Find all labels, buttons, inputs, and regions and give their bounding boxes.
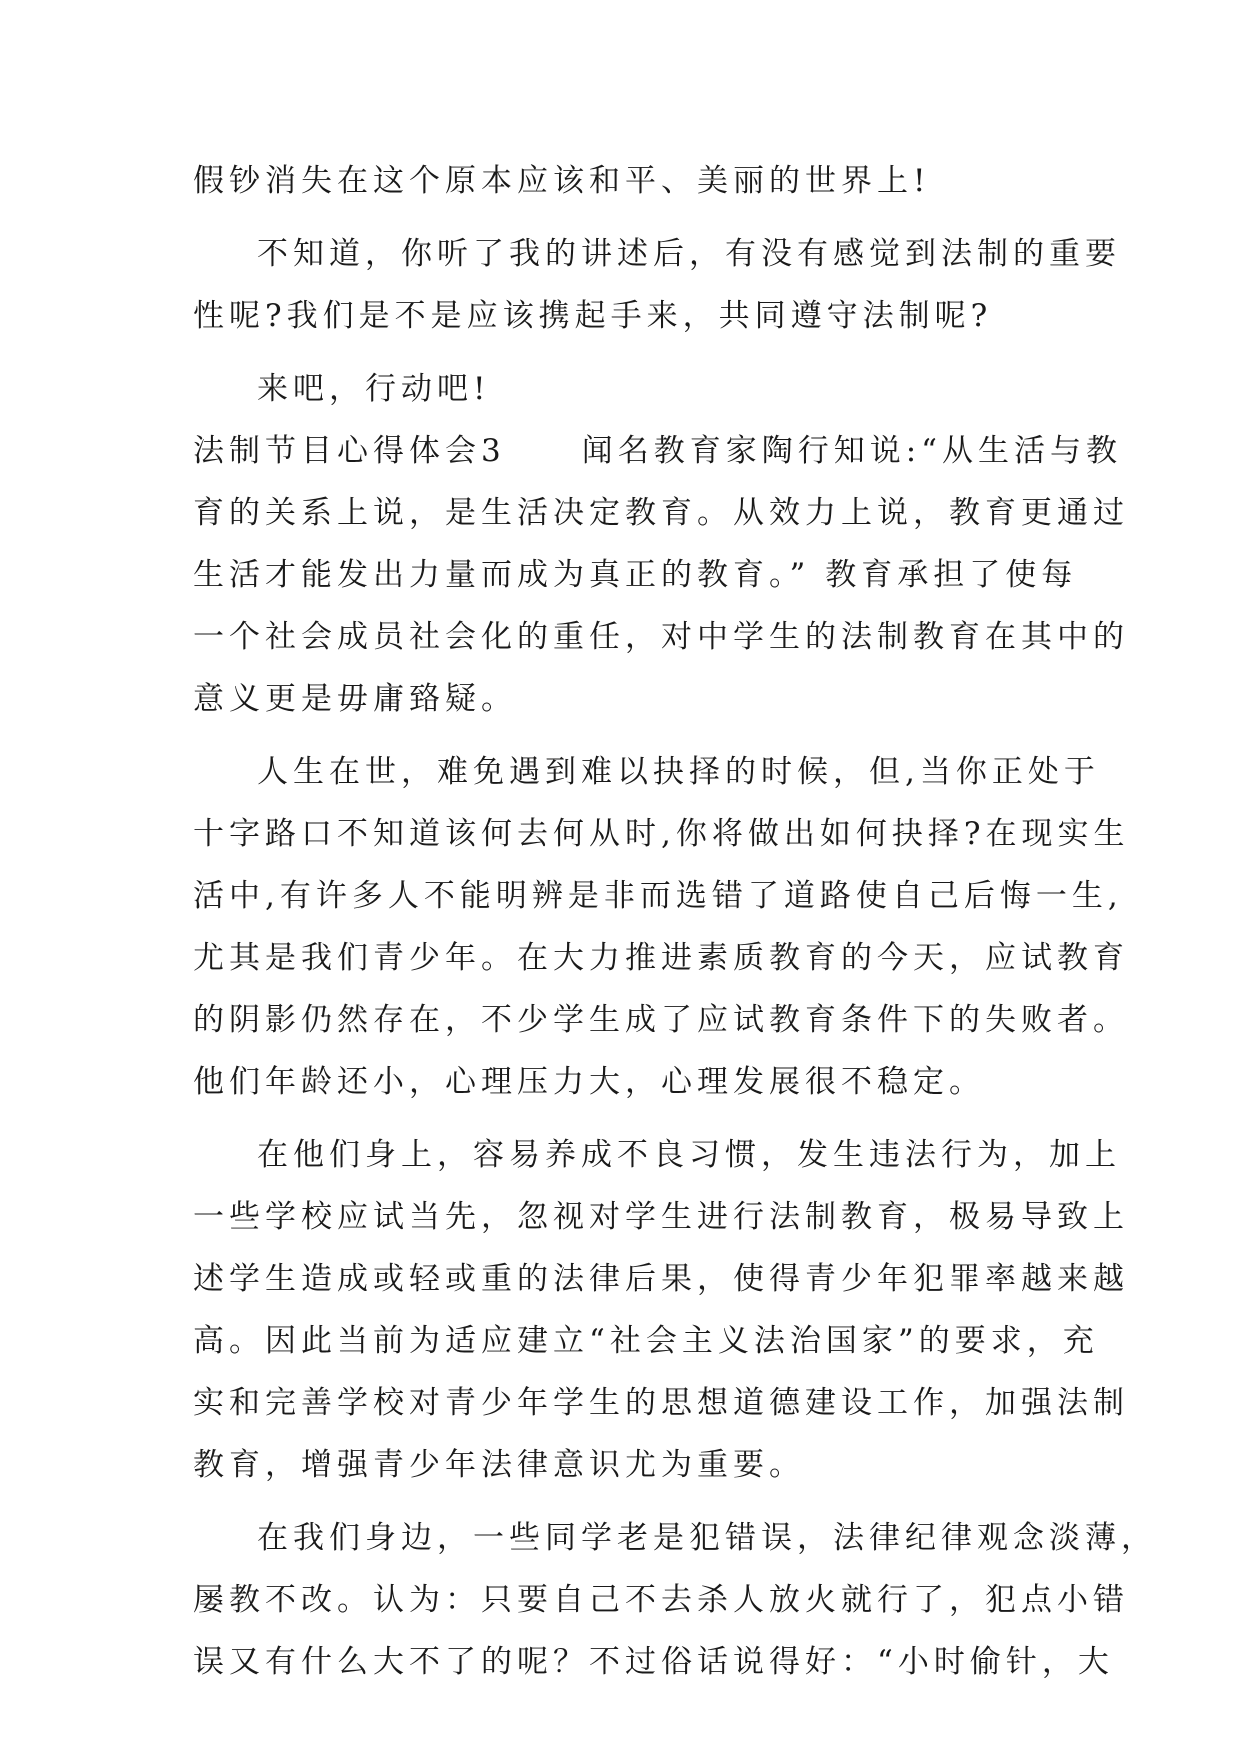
text-line: 高。因此当前为适应建立“社会主义法治国家”的要求，充 — [193, 1323, 1099, 1359]
text-line: 闻名教育家陶行知说:“从生活与教 — [581, 433, 1123, 469]
text-line: 一个社会成员社会化的重任，对中学生的法制教育在其中的 — [193, 619, 1129, 655]
text-line: 他们年龄还小，心理压力大，心理发展很不稳定。 — [193, 1064, 985, 1100]
text-line: 性呢?我们是不是应该携起手来，共同遵守法制呢? — [193, 298, 993, 334]
text-line: 育的关系上说，是生活决定教育。从效力上说，教育更通过 — [193, 495, 1129, 531]
text-line: 屡教不改。认为：只要自己不去杀人放火就行了，犯点小错 — [193, 1582, 1129, 1618]
paragraph-start-line: 在我们身边，一些同学老是犯错误，法律纪律观念淡薄， — [257, 1520, 1157, 1556]
paragraph-start-line: 人生在世，难免遇到难以抉择的时候，但,当你正处于 — [257, 754, 1100, 790]
text-line: 实和完善学校对青少年学生的思想道德建设工作，加强法制 — [193, 1385, 1129, 1421]
text-line: 活中,有许多人不能明辨是非而选错了道路使自己后悔一生, — [193, 878, 1123, 914]
text-line: 述学生造成或轻或重的法律后果，使得青少年犯罪率越来越 — [193, 1261, 1129, 1297]
text-line: 的阴影仍然存在，不少学生成了应试教育条件下的失败者。 — [193, 1002, 1129, 1038]
text-line: 误又有什么大不了的呢？不过俗话说得好：“小时偷针，大 — [193, 1644, 1114, 1680]
text-line: 意义更是毋庸臵疑。 — [193, 681, 517, 717]
text-line: 尤其是我们青少年。在大力推进素质教育的今天，应试教育 — [193, 940, 1129, 976]
paragraph-start-line: 不知道，你听了我的讲述后，有没有感觉到法制的重要 — [257, 236, 1121, 272]
text-line: 十字路口不知道该何去何从时,你将做出如何抉择?在现实生 — [193, 816, 1130, 852]
text-line: 一些学校应试当先，忽视对学生进行法制教育，极易导致上 — [193, 1199, 1129, 1235]
text-line: 教育，增强青少年法律意识尤为重要。 — [193, 1447, 805, 1483]
document-body — [193, 150, 1157, 1693]
text-line: 生活才能发出力量而成为真正的教育。” 教育承担了使每 — [193, 557, 1078, 593]
section-heading: 法制节目心得体会3 — [193, 433, 506, 469]
text-line: 假钞消失在这个原本应该和平、美丽的世界上! — [193, 163, 931, 199]
paragraph-start-line: 来吧，行动吧! — [257, 371, 491, 407]
paragraph-start-line: 在他们身上，容易养成不良习惯，发生违法行为，加上 — [257, 1137, 1121, 1173]
section-heading-line — [193, 420, 1123, 482]
